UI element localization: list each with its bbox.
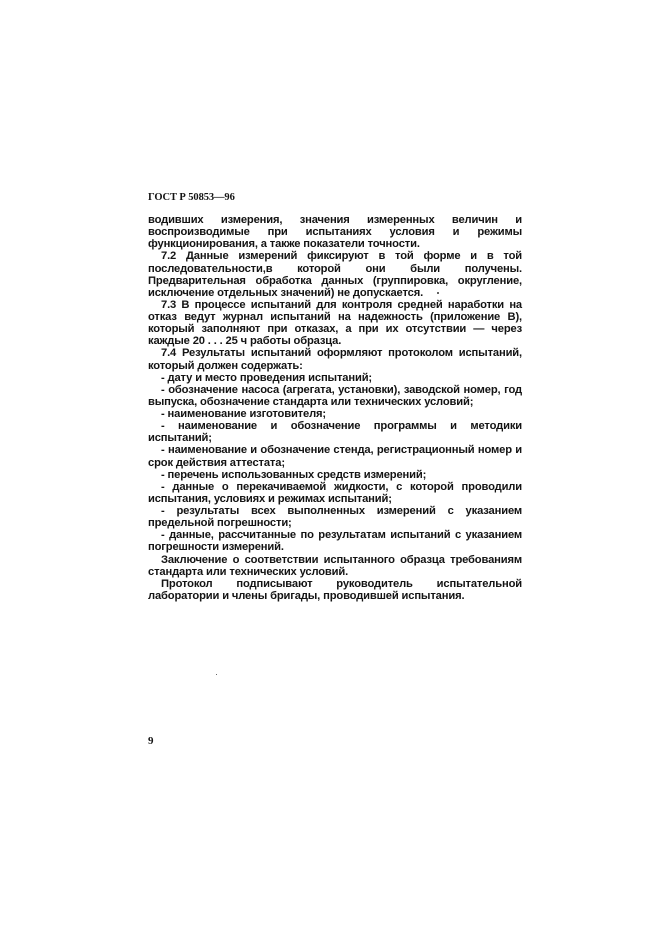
list-item-pump-designation: - обозначение насоса (агрегата, установки), заводской номер, год выпуска, обозначение стандарта или технических условий; [148, 383, 522, 408]
scan-speck [216, 674, 217, 675]
list-item-measurement-instruments: - перечень использованных средств измерений; [161, 468, 427, 481]
scan-speck [437, 292, 439, 294]
list-item-measurement-results: - результаты всех выполненных измерений с указанием предельной погрешности; [148, 505, 522, 530]
standard-code-header: ГОСТ Р 50853—96 [148, 192, 235, 203]
paragraph-continuation: водивших измерения, значения измеренных величин и воспроизводимые при испытаниях условия и режимы функционирования, а также показатели точности. [148, 214, 522, 251]
list-item-liquid-data: - данные о перекачиваемой жидкости, с которой проводили испытания, условиях и режимах испытаний; [148, 480, 522, 505]
paragraph-protocol-signature: Протокол подписывают руководитель испытательной лаборатории и члены бригады, проводившей испытания. [148, 577, 522, 602]
list-item-calculated-data: - данные, рассчитанные по результатам испытаний с указанием погрешности измерений. [148, 529, 522, 554]
list-item-test-stand: - наименование и обозначение стенда, регистрационный номер и срок действия аттестата; [148, 444, 522, 469]
paragraph-7-2: 7.2 Данные измерений фиксируют в той форме и в той последовательности,в которой они были получены. Предварительная обработка данных (группировка, округление, исключение отдельных значений) не допускается. [148, 250, 522, 299]
paragraph-7-4: 7.4 Результаты испытаний оформляют протоколом испытаний, который должен содержать: [148, 347, 522, 372]
paragraph-conclusion: Заключение о соответствии испытанного образца требованиям стандарта или технических условий. [148, 553, 522, 578]
document-body [148, 214, 522, 602]
paragraph-7-3: 7.3 В процессе испытаний для контроля средней наработки на отказ ведут журнал испытаний на надежность (приложение В), который заполняют при отказах, а при их отсутствии — через каждые 20 . . . 25 ч работы образца. [148, 298, 522, 348]
list-item-date-place: - дату и место проведения испытаний; [161, 371, 372, 384]
list-item-test-program: - наименование и обозначение программы и методики испытаний; [148, 420, 522, 445]
page-number: 9 [148, 735, 154, 747]
list-item-manufacturer: - наименование изготовителя; [161, 408, 326, 420]
